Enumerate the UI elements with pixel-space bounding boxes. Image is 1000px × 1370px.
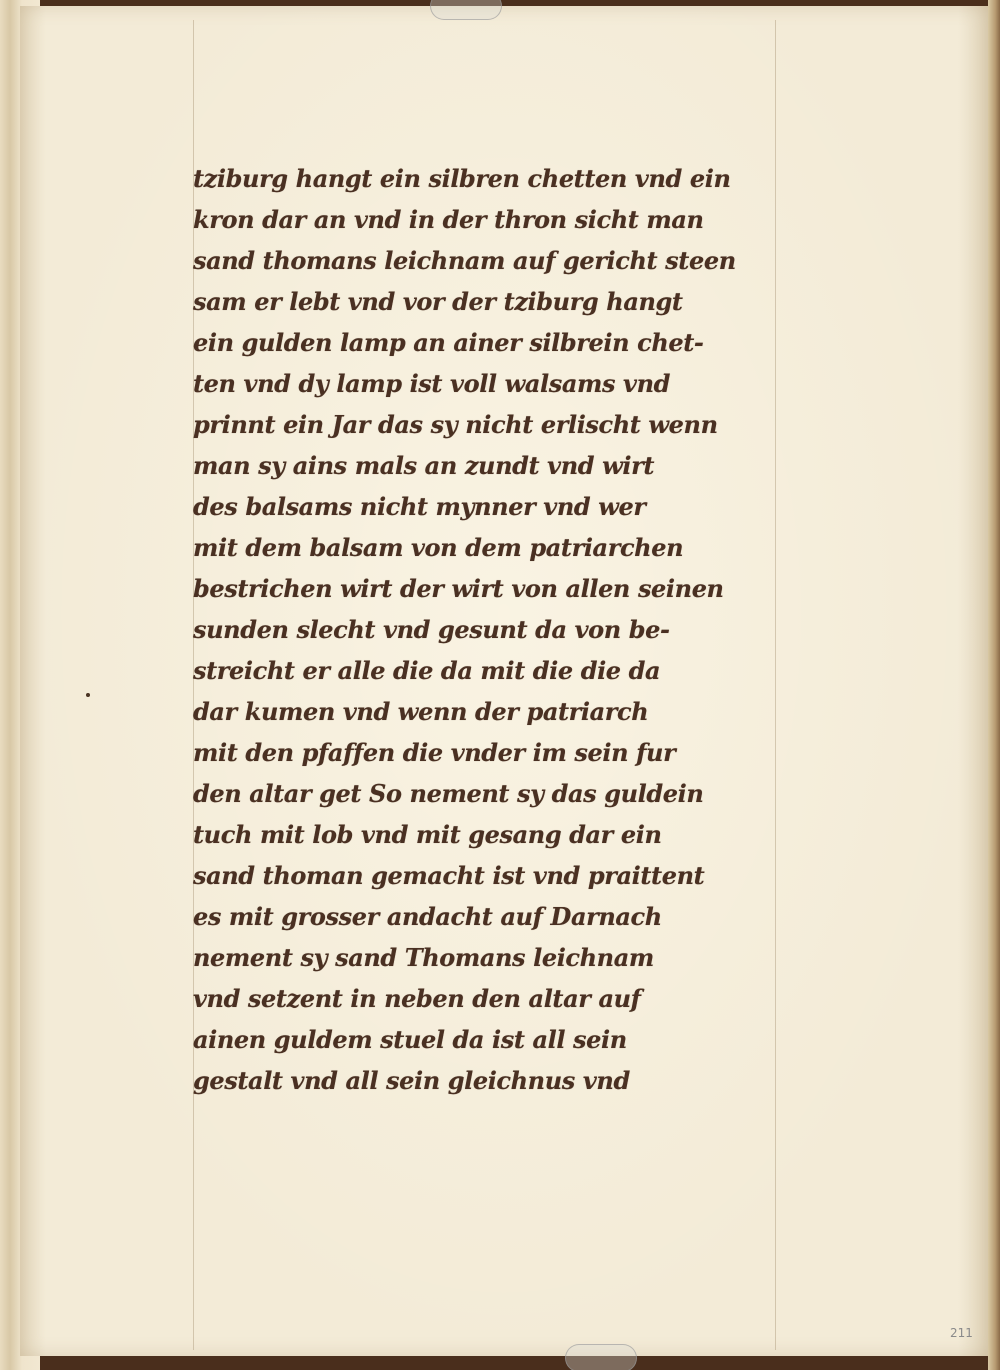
text-line: sand thoman gemacht ist vnd praittent	[193, 861, 705, 890]
page-edge	[988, 0, 1000, 1370]
text-line: des balsams nicht mynner vnd wer	[193, 492, 646, 521]
text-line: gestalt vnd all sein gleichnus vnd	[193, 1066, 630, 1095]
text-line: sunden slecht vnd gesunt da von be-	[193, 615, 670, 644]
text-line: vnd setzent in neben den altar auf	[193, 984, 641, 1013]
text-line: mit den pfaffen die vnder im sein fur	[193, 738, 676, 767]
text-line: streicht er alle die da mit die die da	[193, 656, 661, 685]
text-line: ein gulden lamp an ainer silbrein chet-	[193, 328, 704, 357]
top-page-clip	[430, 0, 502, 20]
text-line: tuch mit lob vnd mit gesang dar ein	[193, 820, 662, 849]
text-line: bestrichen wirt der wirt von allen seinen	[193, 574, 724, 603]
text-line: prinnt ein Jar das sy nicht erlischt wenn	[193, 410, 718, 439]
ink-dot	[86, 693, 90, 697]
folio-number: 211	[950, 1326, 973, 1340]
text-line: ainen guldem stuel da ist all sein	[193, 1025, 627, 1054]
text-line: dar kumen vnd wenn der patriarch	[193, 697, 649, 726]
bottom-page-clip	[565, 1344, 637, 1370]
text-line: man sy ains mals an zundt vnd wirt	[193, 451, 655, 480]
text-line: sam er lebt vnd vor der tziburg hangt	[193, 287, 683, 316]
text-line: es mit grosser andacht auf Darnach	[193, 902, 662, 931]
text-line: mit dem balsam von dem patriarchen	[193, 533, 684, 562]
text-line: nement sy sand Thomans leichnam	[193, 943, 654, 972]
handwritten-text-block	[193, 158, 843, 1101]
text-line: ten vnd dy lamp ist voll walsams vnd	[193, 369, 671, 398]
text-line: sand thomans leichnam auf gericht steen	[193, 246, 736, 275]
text-line: kron dar an vnd in der thron sicht man	[193, 205, 704, 234]
text-line: tziburg hangt ein silbren chetten vnd ein	[193, 164, 731, 193]
text-line: den altar get So nement sy das guldein	[193, 779, 704, 808]
